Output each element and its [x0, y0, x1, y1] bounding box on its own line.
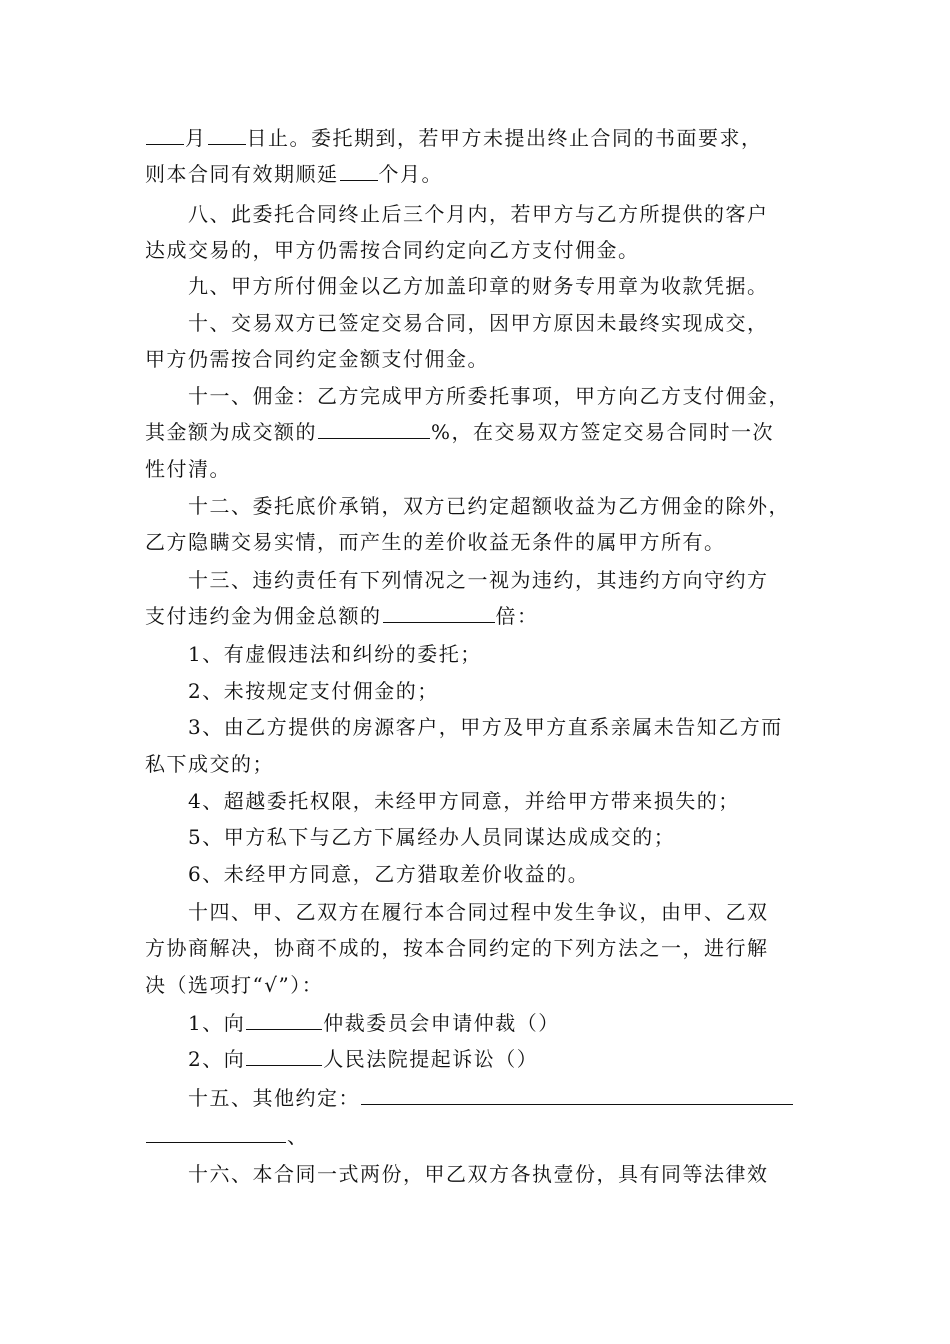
text-segment: 倍：	[495, 604, 539, 628]
text-segment: 其金额为成交额的	[145, 420, 317, 444]
text-line	[145, 602, 539, 630]
blank-underline	[361, 1084, 793, 1105]
paragraph-line: 十三、违约责任有下列情况之一视为违约，其违约方向守约方	[188, 568, 769, 592]
paragraph-line: 十一、佣金：乙方完成甲方所委托事项，甲方向乙方支付佣金，	[188, 384, 790, 408]
blank-underline	[318, 418, 430, 439]
paragraph-line: 甲方仍需按合同约定金额支付佣金。	[145, 347, 489, 371]
text-line	[145, 124, 763, 152]
option-line	[188, 1009, 560, 1037]
blank-underline	[146, 124, 184, 145]
paragraph-line: 性付清。	[145, 457, 231, 481]
text-segment: 仲裁委员会申请仲裁（）	[323, 1011, 560, 1035]
blank-underline	[208, 124, 246, 145]
paragraph-line: 十、交易双方已签定交易合同，因甲方原因未最终实现成交，	[188, 311, 769, 335]
paragraph-line: 方协商解决，协商不成的，按本合同约定的下列方法之一，进行解	[145, 936, 769, 960]
text-segment: 支付违约金为佣金总额的	[145, 604, 382, 628]
blank-underline	[146, 1122, 286, 1143]
paragraph-line: 十二、委托底价承销，双方已约定超额收益为乙方佣金的除外，	[188, 494, 790, 518]
list-item: 6、未经甲方同意，乙方猎取差价收益的。	[188, 862, 590, 886]
text-line	[145, 418, 774, 446]
paragraph-line: 十六、本合同一式两份，甲乙双方各执壹份，具有同等法律效	[188, 1162, 769, 1186]
paragraph-line: 乙方隐瞒交易实情，而产生的差价收益无条件的属甲方所有。	[145, 530, 726, 554]
text-segment: 人民法院提起诉讼（）	[323, 1047, 539, 1071]
text-segment: 1、向	[188, 1011, 246, 1035]
paragraph-line: 九、甲方所付佣金以乙方加盖印章的财务专用章为收款凭据。	[188, 274, 769, 298]
text-segment: 个月。	[378, 162, 443, 186]
list-item: 5、甲方私下与乙方下属经办人员同谋达成成交的；	[188, 825, 676, 849]
text-line	[145, 1122, 309, 1150]
paragraph-line: 十四、甲、乙双方在履行本合同过程中发生争议，由甲、乙双	[188, 900, 769, 924]
text-segment: 则本合同有效期顺延	[145, 162, 339, 186]
text-segment: 日止。委托期到，若甲方未提出终止合同的书面要求，	[246, 126, 763, 150]
text-segment: %，在交易双方签定交易合同时一次	[431, 420, 775, 444]
option-line	[188, 1045, 538, 1073]
list-item: 4、超越委托权限，未经甲方同意，并给甲方带来损失的；	[188, 789, 740, 813]
text-line	[188, 1084, 794, 1112]
list-item-continuation: 私下成交的；	[145, 752, 274, 776]
blank-underline	[246, 1009, 322, 1030]
text-segment: 月	[185, 126, 207, 150]
text-segment: 、	[287, 1124, 309, 1148]
list-item: 1、有虚假违法和纠纷的委托；	[188, 642, 482, 666]
list-item: 3、由乙方提供的房源客户，甲方及甲方直系亲属未告知乙方而	[188, 715, 783, 739]
text-segment: 十五、其他约定：	[188, 1086, 360, 1110]
text-line	[145, 160, 443, 188]
text-segment: 2、向	[188, 1047, 246, 1071]
paragraph-line: 八、此委托合同终止后三个月内，若甲方与乙方所提供的客户	[188, 202, 769, 226]
list-item: 2、未按规定支付佣金的；	[188, 679, 439, 703]
paragraph-line: 达成交易的，甲方仍需按合同约定向乙方支付佣金。	[145, 238, 640, 262]
paragraph-line: 决（选项打“√”）：	[145, 973, 324, 997]
blank-underline	[246, 1045, 322, 1066]
blank-underline	[340, 160, 378, 181]
blank-underline	[383, 602, 495, 623]
